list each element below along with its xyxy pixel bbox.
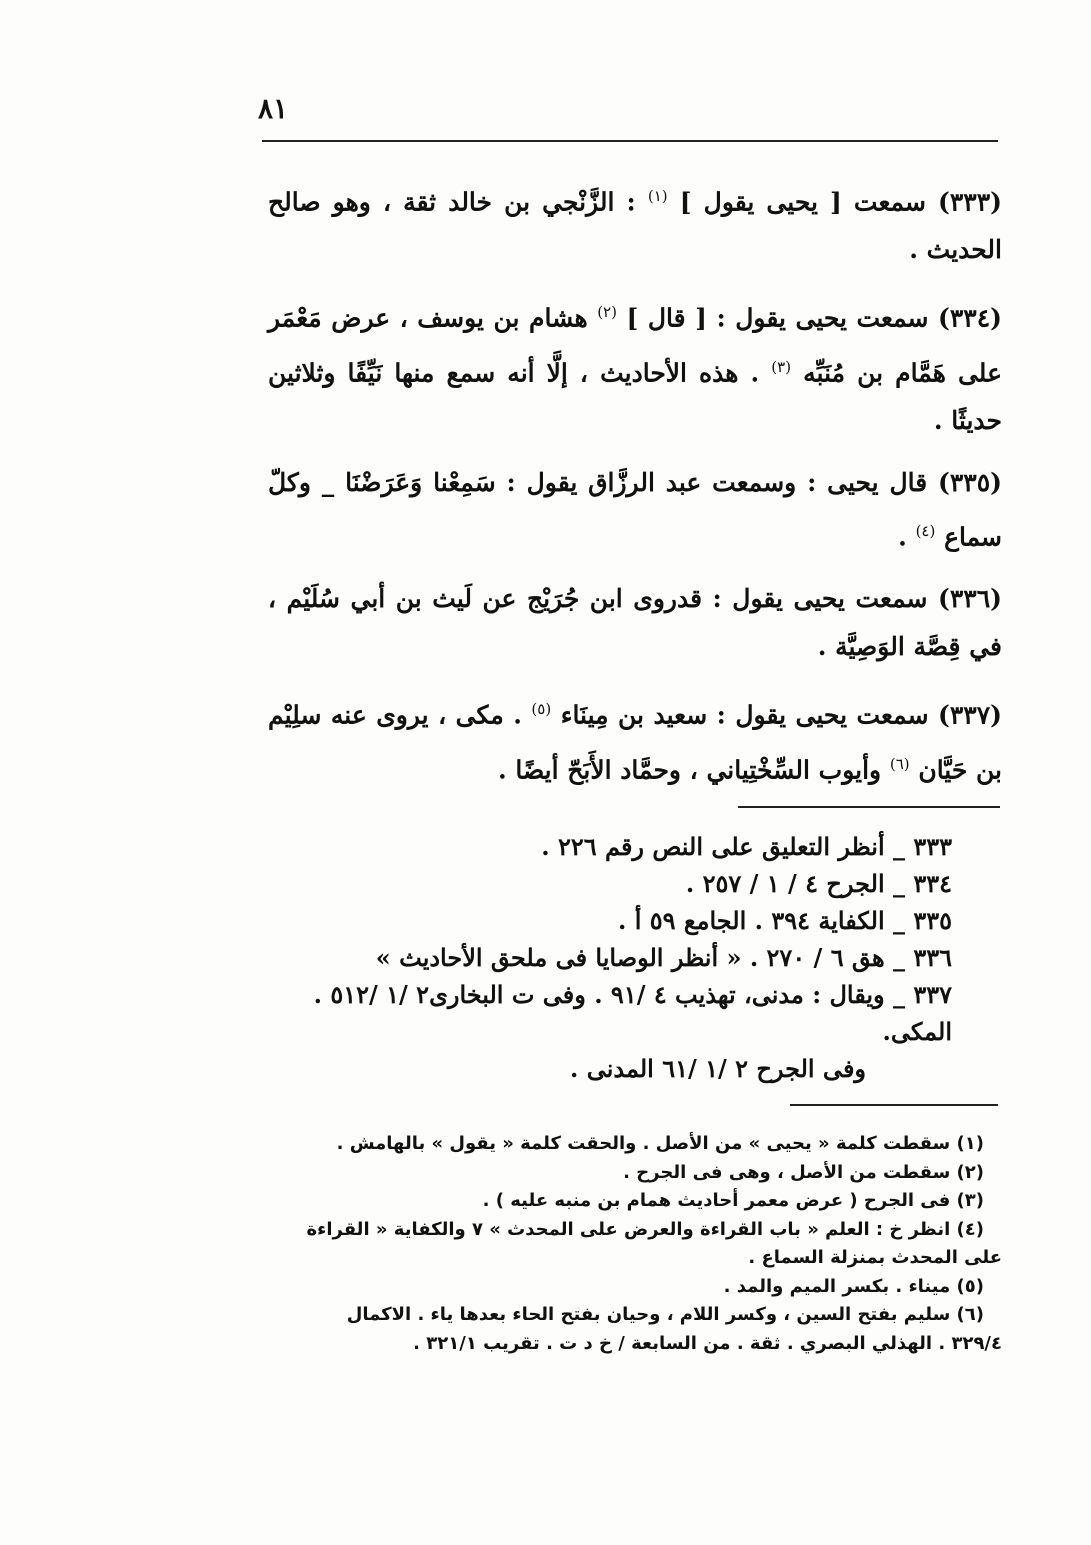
reference-line: ٣٣٣ _ أنظر التعليق على النص رقم ٢٢٦ . bbox=[541, 832, 952, 861]
main-text bbox=[268, 172, 1002, 808]
entry-text: (٣٣٤) سمعت يحيى يقول : [ قال ] bbox=[626, 303, 1002, 333]
footnote-mark: (٦) bbox=[889, 754, 910, 773]
footnote-line: (٤) انظر خ : العلم « باب القراءة والعرض على المحدث » ٧ والكفاية « القراءة bbox=[306, 1218, 984, 1240]
entry-text: (٣٣٣) سمعت [ يحيى يقول ] bbox=[679, 187, 1002, 217]
footnote-mark: (١) bbox=[647, 187, 668, 205]
footnote-line: على المحدث بمنزلة السماع . bbox=[748, 1247, 1002, 1268]
entry-text: . مكى ، يروى عنه سلِيْم بن حَيَّان bbox=[268, 700, 1002, 784]
footnote-mark: (٢) bbox=[597, 303, 617, 322]
footnote-line: (١) سقطت كلمة « يحيى » من الأصل . والحقت كلمة « يقول » بالهامش . bbox=[336, 1133, 984, 1154]
reference-line: وفى الجرح ٢ /١ /٦١ المدنى . bbox=[570, 1054, 866, 1083]
entry-336 bbox=[268, 575, 1002, 671]
entry-text: (٣٣٦) سمعت يحيى يقول : قدروى ابن جُرَيْج عن لَيث بن أبي سُلَيْم ، في قِصَّة الوَصِيَّة . bbox=[268, 584, 1002, 662]
entry-334 bbox=[268, 288, 1002, 445]
reference-line: ٣٣٧ _ ويقال : مدنى، تهذيب ٤ /٩١ . وفى ت البخارى٢ /١ /٥١٢ . المكى. bbox=[313, 980, 952, 1046]
footnote-line: ٣٢٩/٤ . الهذلي البصري . ثقة . من السابعة / خ د ت . تقريب ٣٢١/١ . bbox=[413, 1332, 1002, 1354]
entry-text: (٣٣٥) قال يحيى : وسمعت عبد الرزَّاق يقول : سَمِعْنا وَعَرَضْنَا _ وكلّ سماع bbox=[268, 467, 1002, 552]
references bbox=[268, 828, 952, 1087]
footnotes-rule bbox=[790, 1104, 998, 1106]
header-rule bbox=[262, 140, 998, 142]
entry-333 bbox=[268, 172, 1002, 274]
reference-line: ٣٣٤ _ الجرح ٤ / ١ / ٢٥٧ . bbox=[685, 869, 952, 898]
reference-line: ٣٣٦ _ هق ٦ / ٢٧٠ . « أنظر الوصايا فى ملحق الأحاديث » bbox=[375, 943, 952, 972]
page-number: ٨١ bbox=[258, 92, 289, 125]
entry-335 bbox=[268, 459, 1002, 561]
references-rule bbox=[738, 806, 1000, 808]
footnotes bbox=[254, 1130, 1002, 1358]
footnote-line: (٣) فى الجرح ( عرض معمر أحاديث همام بن منبه عليه ) . bbox=[482, 1190, 984, 1211]
footnote-mark: (٣) bbox=[771, 357, 792, 376]
entry-text: . هذه الأحاديث ، إلَّا أنه سمع منها نَيِّفًا وثلاثين حديثًا . bbox=[268, 357, 1002, 435]
footnote-line: (٦) سليم بفتح السين ، وكسر اللام ، وحيان بفتح الحاء بعدها ياء . الاكمال bbox=[346, 1304, 984, 1325]
entry-text: . bbox=[898, 522, 907, 552]
reference-line: ٣٣٥ _ الكفاية ٣٩٤ . الجامع ٥٩ أ . bbox=[617, 906, 952, 935]
footnote-line: (٥) ميناء . بكسر الميم والمد . bbox=[723, 1275, 984, 1297]
footnote-mark: (٤) bbox=[915, 521, 936, 540]
entry-text: هشام بن يوسف ، عرض مَعْمَر على هَمَّام بن مُنَبِّه bbox=[268, 303, 1002, 387]
footnote-line: (٢) سقطت من الأصل ، وهى فى الجرح . bbox=[623, 1161, 984, 1183]
entry-text: (٣٣٧) سمعت يحيى يقول : سعيد بن مِينَاء bbox=[560, 700, 1002, 730]
entry-337 bbox=[268, 685, 1002, 794]
entry-text: : الزَّنْجي بن خالد ثقة ، وهو صالح الحديث . bbox=[268, 187, 1002, 265]
entry-text: وأيوب السِّخْتِياني ، وحمَّاد الأَبَحّ أيضًا . bbox=[497, 754, 882, 784]
footnote-mark: (٥) bbox=[531, 700, 552, 719]
